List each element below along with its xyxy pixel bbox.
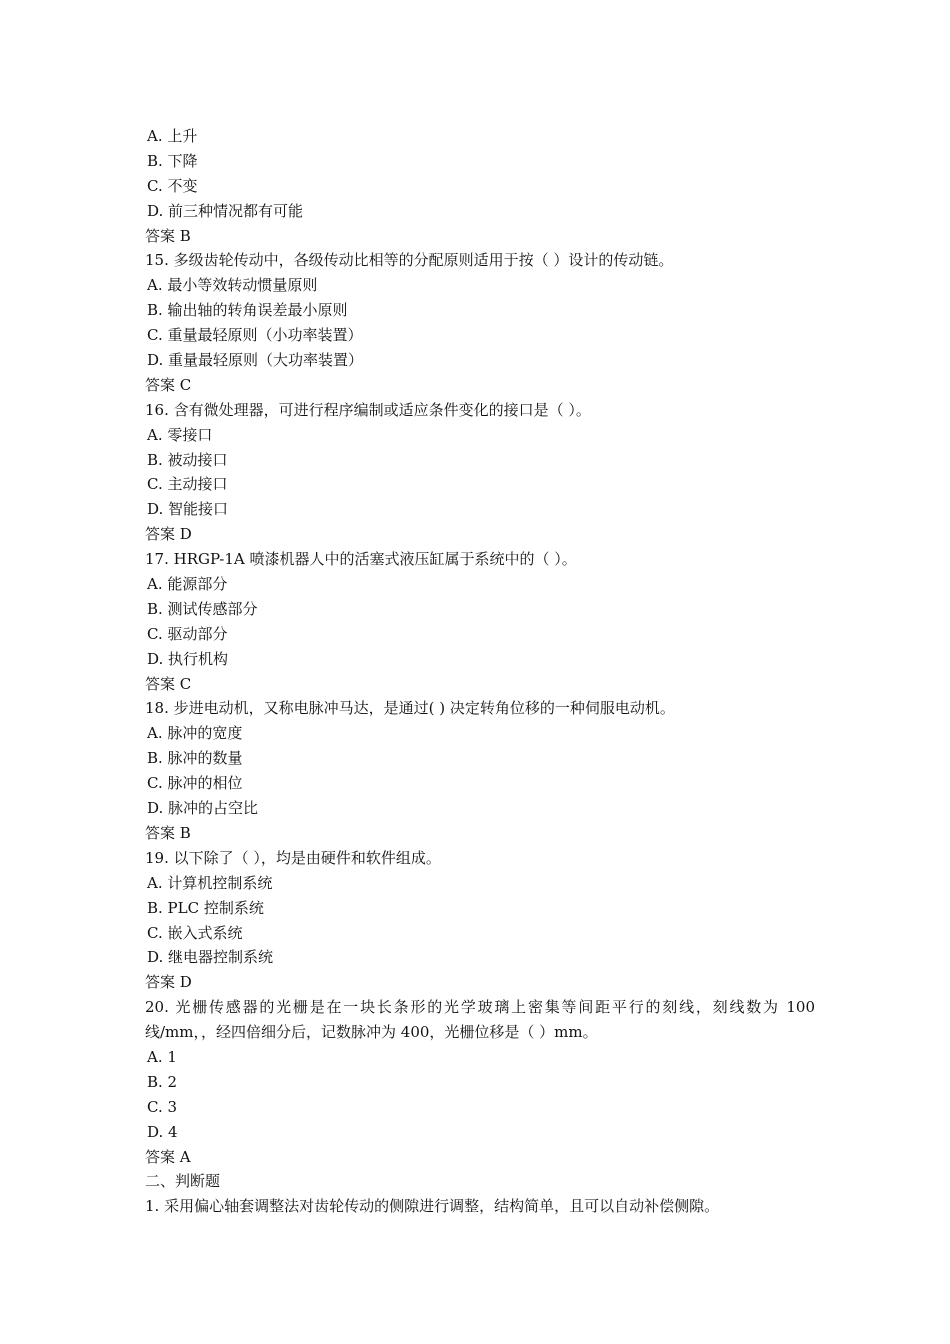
answer-option: B. 被动接口 — [147, 450, 228, 469]
answer-option: A. 1 — [147, 1047, 177, 1066]
answer-option: C. 主动接口 — [147, 475, 228, 494]
answer-key: 答案 B — [145, 823, 191, 842]
question-text: 20. 光栅传感器的光栅是在一块长条形的光学玻璃上密集等间距平行的刻线，刻线数为 100 — [145, 998, 815, 1017]
answer-option: D. 继电器控制系统 — [147, 948, 274, 967]
answer-option: C. 重量最轻原则（小功率装置） — [147, 326, 363, 345]
answer-option: D. 执行机构 — [147, 649, 229, 668]
question-text: 1. 采用偏心轴套调整法对齿轮传动的侧隙进行调整，结构简单，且可以自动补偿侧隙。 — [145, 1197, 720, 1216]
answer-option: B. 脉冲的数量 — [147, 749, 243, 768]
answer-key: 答案 D — [145, 973, 192, 992]
answer-option: C. 3 — [147, 1097, 178, 1116]
answer-option: B. 下降 — [147, 151, 198, 170]
question-text: 17. HRGP-1A 喷漆机器人中的活塞式液压缸属于系统中的（ ）。 — [145, 550, 577, 569]
answer-key: 答案 D — [145, 525, 192, 544]
answer-option: B. PLC 控制系统 — [147, 898, 264, 917]
answer-option: D. 4 — [147, 1122, 178, 1141]
answer-option: A. 上升 — [147, 127, 198, 145]
answer-option: A. 零接口 — [147, 425, 213, 444]
document-page — [145, 124, 815, 1219]
answer-option: B. 2 — [147, 1072, 178, 1091]
question-text: 16. 含有微处理器，可进行程序编制或适应条件变化的接口是（ ）。 — [145, 400, 591, 419]
answer-option: A. 脉冲的宽度 — [147, 724, 243, 743]
answer-option: C. 嵌入式系统 — [147, 923, 243, 942]
question-text: 线/mm，，经四倍细分后，记数脉冲为 400，光栅位移是（ ）mm。 — [145, 1023, 598, 1042]
answer-option: C. 脉冲的相位 — [147, 774, 243, 793]
answer-option: A. 计算机控制系统 — [147, 873, 273, 892]
document-content — [145, 124, 815, 1219]
answer-key: 答案 C — [145, 375, 192, 394]
answer-option: C. 驱动部分 — [147, 624, 228, 643]
answer-option: B. 输出轴的转角误差最小原则 — [147, 301, 348, 320]
question-text: 15. 多级齿轮传动中，各级传动比相等的分配原则适用于按（ ）设计的传动链。 — [145, 251, 674, 270]
answer-option: A. 最小等效转动惯量原则 — [147, 276, 318, 295]
question-text: 18. 步进电动机，又称电脉冲马达，是通过( ) 决定转角位移的一种伺服电动机。 — [145, 699, 675, 718]
question-text: 19. 以下除了（ ），均是由硬件和软件组成。 — [145, 848, 441, 867]
answer-key: 答案 B — [145, 226, 191, 245]
answer-option: D. 脉冲的占空比 — [147, 799, 259, 818]
answer-option: D. 重量最轻原则（大功率装置） — [147, 351, 364, 370]
answer-option: D. 前三种情况都有可能 — [147, 201, 304, 220]
answer-option: D. 智能接口 — [147, 500, 229, 519]
answer-option: B. 测试传感部分 — [147, 599, 258, 618]
section-heading: 二、判断题 — [145, 1172, 221, 1191]
answer-key: 答案 C — [145, 674, 192, 693]
answer-option: A. 能源部分 — [147, 575, 228, 594]
answer-option: C. 不变 — [147, 176, 198, 195]
answer-key: 答案 A — [145, 1147, 191, 1166]
